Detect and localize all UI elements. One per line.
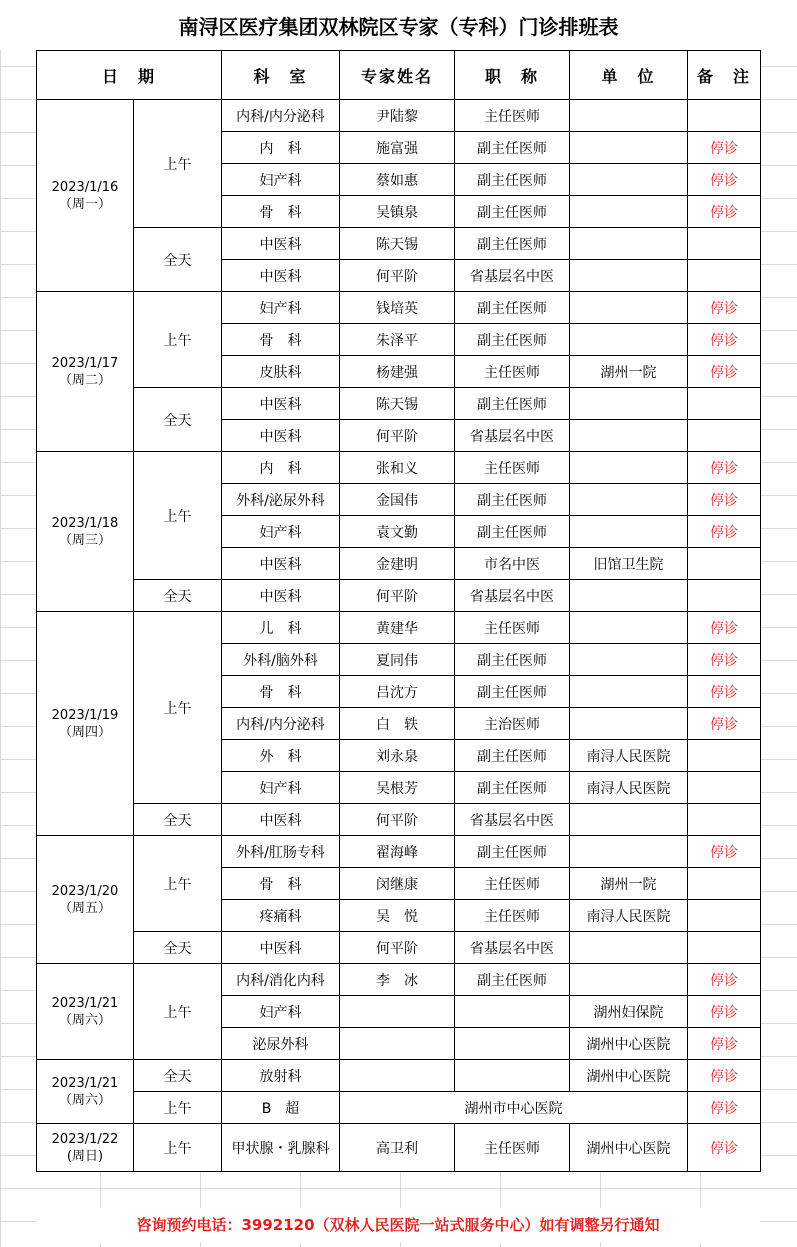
unit-cell xyxy=(570,964,688,996)
period-cell: 上午 xyxy=(134,836,222,932)
rank-cell: 主任医师 xyxy=(455,868,570,900)
note-cell xyxy=(688,100,761,132)
rank-cell: 副主任医师 xyxy=(455,964,570,996)
department-cell: 中医科 xyxy=(222,388,340,420)
header-note: 备 注 xyxy=(688,51,761,100)
note-cell: 停诊 xyxy=(688,836,761,868)
department-cell: 中医科 xyxy=(222,804,340,836)
unit-cell: 湖州中心医院 xyxy=(570,1060,688,1092)
department-cell: 骨 科 xyxy=(222,196,340,228)
unit-cell xyxy=(570,580,688,612)
unit-cell xyxy=(570,324,688,356)
department-cell: 内科/消化内科 xyxy=(222,964,340,996)
expert-name-cell: 金国伟 xyxy=(340,484,455,516)
rank-cell: 副主任医师 xyxy=(455,292,570,324)
schedule-row xyxy=(37,580,761,612)
schedule-row xyxy=(37,1092,761,1124)
schedule-row xyxy=(37,964,761,996)
department-cell: 外 科 xyxy=(222,740,340,772)
period-cell: 全天 xyxy=(134,580,222,612)
department-cell: 外科/泌尿外科 xyxy=(222,484,340,516)
rank-cell: 省基层名中医 xyxy=(455,804,570,836)
expert-name-cell: 吕沈方 xyxy=(340,676,455,708)
unit-cell: 湖州中心医院 xyxy=(570,1028,688,1060)
department-cell: 疼痛科 xyxy=(222,900,340,932)
note-cell: 停诊 xyxy=(688,1124,761,1172)
note-cell xyxy=(688,548,761,580)
department-cell: 内科/内分泌科 xyxy=(222,100,340,132)
note-cell xyxy=(688,900,761,932)
unit-cell xyxy=(570,804,688,836)
date-cell xyxy=(37,1060,134,1124)
expert-name-cell: 白 轶 xyxy=(340,708,455,740)
expert-name-cell: 吴镇泉 xyxy=(340,196,455,228)
unit-cell: 南浔人民医院 xyxy=(570,740,688,772)
note-cell: 停诊 xyxy=(688,1028,761,1060)
note-cell: 停诊 xyxy=(688,452,761,484)
unit-cell xyxy=(570,484,688,516)
rank-cell: 副主任医师 xyxy=(455,196,570,228)
unit-cell xyxy=(570,100,688,132)
unit-cell: 南浔人民医院 xyxy=(570,772,688,804)
schedule-row xyxy=(37,452,761,484)
unit-cell xyxy=(570,676,688,708)
schedule-row xyxy=(37,1060,761,1092)
expert-name-cell: 夏同伟 xyxy=(340,644,455,676)
schedule-body xyxy=(37,100,761,1172)
department-cell: 外科/脑外科 xyxy=(222,644,340,676)
department-cell: 内科/内分泌科 xyxy=(222,708,340,740)
rank-cell: 市名中医 xyxy=(455,548,570,580)
date-cell xyxy=(37,452,134,612)
unit-cell xyxy=(570,836,688,868)
unit-cell xyxy=(570,164,688,196)
department-cell: 皮肤科 xyxy=(222,356,340,388)
note-cell: 停诊 xyxy=(688,996,761,1028)
date-value: 2023/1/19 xyxy=(51,707,119,723)
weekday-value: （周三） xyxy=(58,532,111,548)
rank-cell: 主任医师 xyxy=(455,612,570,644)
unit-cell xyxy=(570,260,688,292)
weekday-value: （周五） xyxy=(58,900,111,916)
period-cell: 全天 xyxy=(134,388,222,452)
period-cell: 上午 xyxy=(134,964,222,1060)
department-cell: 放射科 xyxy=(222,1060,340,1092)
unit-cell xyxy=(570,708,688,740)
expert-name-cell: 何平阶 xyxy=(340,932,455,964)
note-cell: 停诊 xyxy=(688,164,761,196)
department-cell: 妇产科 xyxy=(222,164,340,196)
note-cell xyxy=(688,388,761,420)
expert-name-cell: 杨建强 xyxy=(340,356,455,388)
expert-name-cell: 李 冰 xyxy=(340,964,455,996)
weekday-value: （周二） xyxy=(58,372,111,388)
unit-cell: 湖州市中心医院 xyxy=(340,1092,688,1124)
date-cell xyxy=(37,836,134,964)
note-cell: 停诊 xyxy=(688,1060,761,1092)
expert-name-cell: 吴 悦 xyxy=(340,900,455,932)
expert-name-cell: 朱泽平 xyxy=(340,324,455,356)
date-value: 2023/1/16 xyxy=(51,179,119,195)
expert-name-cell: 袁文勤 xyxy=(340,516,455,548)
department-cell: 甲状腺・乳腺科 xyxy=(222,1124,340,1172)
schedule-row xyxy=(37,1124,761,1172)
expert-name-cell: 何平阶 xyxy=(340,804,455,836)
expert-name-cell: 何平阶 xyxy=(340,580,455,612)
period-cell: 上午 xyxy=(134,1124,222,1172)
unit-cell xyxy=(570,196,688,228)
rank-cell: 副主任医师 xyxy=(455,772,570,804)
header-rank: 职 称 xyxy=(455,51,570,100)
rank-cell: 副主任医师 xyxy=(455,676,570,708)
period-cell: 上午 xyxy=(134,1092,222,1124)
expert-name-cell: 高卫利 xyxy=(340,1124,455,1172)
note-cell: 停诊 xyxy=(688,132,761,164)
note-cell xyxy=(688,772,761,804)
unit-cell xyxy=(570,420,688,452)
weekday-value: （周四） xyxy=(58,724,111,740)
note-cell: 停诊 xyxy=(688,644,761,676)
contact-footer: 咨询预约电话：3992120（双林人民医院一站式服务中心）如有调整另行通知 xyxy=(36,1208,760,1242)
rank-cell: 副主任医师 xyxy=(455,132,570,164)
note-cell xyxy=(688,260,761,292)
expert-name-cell: 蔡如惠 xyxy=(340,164,455,196)
note-cell: 停诊 xyxy=(688,612,761,644)
department-cell: 妇产科 xyxy=(222,516,340,548)
department-cell: 中医科 xyxy=(222,420,340,452)
weekday-value: （周一） xyxy=(58,196,111,212)
rank-cell: 副主任医师 xyxy=(455,228,570,260)
expert-name-cell: 翟海峰 xyxy=(340,836,455,868)
expert-name-cell: 钱培英 xyxy=(340,292,455,324)
department-cell: 妇产科 xyxy=(222,996,340,1028)
note-cell: 停诊 xyxy=(688,516,761,548)
schedule-row xyxy=(37,388,761,420)
expert-name-cell: 陈天锡 xyxy=(340,228,455,260)
rank-cell: 副主任医师 xyxy=(455,164,570,196)
rank-cell: 主任医师 xyxy=(455,900,570,932)
rank-cell xyxy=(455,1028,570,1060)
note-cell xyxy=(688,804,761,836)
rank-cell xyxy=(455,1060,570,1092)
schedule-table xyxy=(36,50,761,1172)
department-cell: 内 科 xyxy=(222,132,340,164)
expert-name-cell: 闵继康 xyxy=(340,868,455,900)
department-cell: 内 科 xyxy=(222,452,340,484)
unit-cell xyxy=(570,452,688,484)
page-title: 南浔区医疗集团双林院区专家（专科）门诊排班表 xyxy=(0,0,797,50)
unit-cell: 旧馆卫生院 xyxy=(570,548,688,580)
unit-cell: 南浔人民医院 xyxy=(570,900,688,932)
header-department: 科 室 xyxy=(222,51,340,100)
note-cell xyxy=(688,228,761,260)
department-cell: 中医科 xyxy=(222,932,340,964)
date-value: 2023/1/20 xyxy=(51,883,119,899)
unit-cell xyxy=(570,644,688,676)
note-cell: 停诊 xyxy=(688,964,761,996)
date-value: 2023/1/17 xyxy=(51,355,119,371)
expert-name-cell xyxy=(340,996,455,1028)
expert-name-cell xyxy=(340,1060,455,1092)
schedule-row xyxy=(37,932,761,964)
rank-cell: 主任医师 xyxy=(455,100,570,132)
date-cell xyxy=(37,292,134,452)
period-cell: 全天 xyxy=(134,932,222,964)
department-cell: B 超 xyxy=(222,1092,340,1124)
weekday-value: （周六） xyxy=(58,1012,111,1028)
note-cell: 停诊 xyxy=(688,676,761,708)
date-cell xyxy=(37,100,134,292)
rank-cell: 省基层名中医 xyxy=(455,580,570,612)
unit-cell xyxy=(570,932,688,964)
note-cell: 停诊 xyxy=(688,324,761,356)
rank-cell: 主治医师 xyxy=(455,708,570,740)
period-cell: 上午 xyxy=(134,292,222,388)
note-cell: 停诊 xyxy=(688,708,761,740)
expert-name-cell: 陈天锡 xyxy=(340,388,455,420)
unit-cell xyxy=(570,388,688,420)
schedule-row xyxy=(37,612,761,644)
rank-cell: 副主任医师 xyxy=(455,836,570,868)
unit-cell xyxy=(570,132,688,164)
date-cell xyxy=(37,1124,134,1172)
rank-cell: 副主任医师 xyxy=(455,324,570,356)
expert-name-cell: 黄建华 xyxy=(340,612,455,644)
weekday-value: （周六） xyxy=(58,1092,111,1108)
unit-cell: 湖州一院 xyxy=(570,356,688,388)
note-cell xyxy=(688,868,761,900)
note-cell: 停诊 xyxy=(688,356,761,388)
period-cell: 全天 xyxy=(134,1060,222,1092)
department-cell: 骨 科 xyxy=(222,324,340,356)
department-cell: 骨 科 xyxy=(222,676,340,708)
expert-name-cell: 尹陆黎 xyxy=(340,100,455,132)
expert-name-cell: 金建明 xyxy=(340,548,455,580)
unit-cell xyxy=(570,612,688,644)
period-cell: 全天 xyxy=(134,228,222,292)
department-cell: 中医科 xyxy=(222,260,340,292)
period-cell: 上午 xyxy=(134,452,222,580)
weekday-value: (周日) xyxy=(66,1148,104,1164)
note-cell xyxy=(688,580,761,612)
date-value: 2023/1/22 xyxy=(51,1131,119,1147)
expert-name-cell: 施富强 xyxy=(340,132,455,164)
rank-cell: 省基层名中医 xyxy=(455,932,570,964)
expert-name-cell: 张和义 xyxy=(340,452,455,484)
expert-name-cell: 刘永泉 xyxy=(340,740,455,772)
date-value: 2023/1/21 xyxy=(51,995,119,1011)
department-cell: 妇产科 xyxy=(222,772,340,804)
period-cell: 上午 xyxy=(134,100,222,228)
expert-name-cell: 何平阶 xyxy=(340,260,455,292)
expert-name-cell: 吴根芳 xyxy=(340,772,455,804)
department-cell: 中医科 xyxy=(222,548,340,580)
expert-name-cell: 何平阶 xyxy=(340,420,455,452)
schedule-row xyxy=(37,100,761,132)
note-cell: 停诊 xyxy=(688,292,761,324)
rank-cell: 主任医师 xyxy=(455,356,570,388)
rank-cell xyxy=(455,996,570,1028)
unit-cell: 湖州妇保院 xyxy=(570,996,688,1028)
schedule-row xyxy=(37,292,761,324)
department-cell: 泌尿外科 xyxy=(222,1028,340,1060)
department-cell: 妇产科 xyxy=(222,292,340,324)
note-cell: 停诊 xyxy=(688,1092,761,1124)
schedule-row xyxy=(37,228,761,260)
header-unit: 单 位 xyxy=(570,51,688,100)
header-expert: 专家姓名 xyxy=(340,51,455,100)
rank-cell: 副主任医师 xyxy=(455,388,570,420)
department-cell: 外科/肛肠专科 xyxy=(222,836,340,868)
note-cell xyxy=(688,740,761,772)
unit-cell xyxy=(570,292,688,324)
date-value: 2023/1/21 xyxy=(51,1075,119,1091)
period-cell: 全天 xyxy=(134,804,222,836)
date-value: 2023/1/18 xyxy=(51,515,119,531)
department-cell: 中医科 xyxy=(222,228,340,260)
unit-cell: 湖州中心医院 xyxy=(570,1124,688,1172)
rank-cell: 副主任医师 xyxy=(455,484,570,516)
department-cell: 中医科 xyxy=(222,580,340,612)
date-cell xyxy=(37,964,134,1060)
note-cell: 停诊 xyxy=(688,196,761,228)
schedule-row xyxy=(37,836,761,868)
rank-cell: 主任医师 xyxy=(455,1124,570,1172)
header-date: 日 期 xyxy=(37,51,222,100)
rank-cell: 主任医师 xyxy=(455,452,570,484)
unit-cell xyxy=(570,516,688,548)
schedule-row xyxy=(37,804,761,836)
header-row xyxy=(37,51,761,100)
expert-name-cell xyxy=(340,1028,455,1060)
rank-cell: 副主任医师 xyxy=(455,644,570,676)
rank-cell: 副主任医师 xyxy=(455,516,570,548)
unit-cell: 湖州一院 xyxy=(570,868,688,900)
rank-cell: 副主任医师 xyxy=(455,740,570,772)
unit-cell xyxy=(570,228,688,260)
note-cell xyxy=(688,420,761,452)
date-cell xyxy=(37,612,134,836)
rank-cell: 省基层名中医 xyxy=(455,260,570,292)
department-cell: 骨 科 xyxy=(222,868,340,900)
department-cell: 儿 科 xyxy=(222,612,340,644)
rank-cell: 省基层名中医 xyxy=(455,420,570,452)
period-cell: 上午 xyxy=(134,612,222,804)
note-cell: 停诊 xyxy=(688,484,761,516)
note-cell xyxy=(688,932,761,964)
